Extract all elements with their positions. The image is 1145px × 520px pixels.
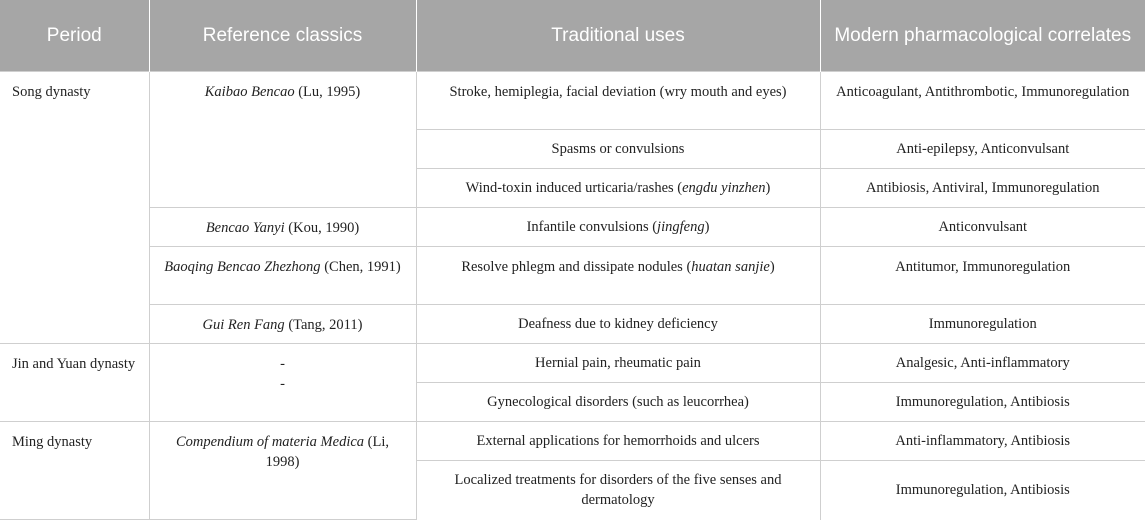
use-term: jingfeng [657, 219, 705, 235]
use-text: ) [765, 180, 771, 196]
traditional-use: Stroke, hemiplegia, facial deviation (wry mouth and eyes) [416, 72, 820, 130]
traditional-use: Deafness due to kidney deficiency [416, 305, 820, 344]
use-term: huatan sanjie [691, 259, 770, 275]
traditional-use [416, 247, 820, 305]
table-header [0, 0, 1145, 72]
ref-title: Bencao Yanyi [205, 220, 285, 236]
traditional-use: Hernial pain, rheumatic pain [416, 344, 820, 383]
ref-dash: - [280, 376, 285, 392]
ref-baoqing-bencao [149, 247, 416, 305]
ref-citation: (Li, 1998) [265, 434, 390, 470]
header-row [0, 0, 1145, 72]
ref-compendium [149, 422, 416, 520]
period-song: Song dynasty [0, 72, 149, 344]
table-row [0, 72, 1145, 130]
modern-correlate: Anticonvulsant [820, 208, 1145, 247]
modern-correlate: Antitumor, Immunoregulation [820, 247, 1145, 305]
period-ming: Ming dynasty [0, 422, 149, 520]
modern-correlate: Immunoregulation, Antibiosis [820, 383, 1145, 422]
header-modern-correlates: Modern pharmacological correlates [820, 0, 1145, 72]
use-text: ) [704, 219, 710, 235]
header-traditional-uses: Traditional uses [416, 0, 820, 72]
ref-citation: (Chen, 1991) [320, 259, 401, 275]
traditional-use: Localized treatments for disorders of the five senses and dermatology [416, 461, 820, 520]
ref-title: Kaibao Bencao [204, 84, 295, 100]
ref-title: Baoqing Bencao Zhezhong [164, 259, 321, 275]
ref-citation: (Lu, 1995) [294, 84, 361, 100]
modern-correlate: Anticoagulant, Antithrombotic, Immunoregulation [820, 72, 1145, 130]
use-text: Infantile convulsions ( [526, 219, 658, 235]
modern-correlate: Anti-inflammatory, Antibiosis [820, 422, 1145, 461]
ref-kaibao-bencao [149, 72, 416, 208]
ref-none [149, 344, 416, 422]
ref-citation: (Tang, 2011) [284, 317, 363, 333]
ref-bencao-yanyi [149, 208, 416, 247]
ref-gui-ren-fang [149, 305, 416, 344]
traditional-use: Spasms or convulsions [416, 130, 820, 169]
traditional-use [416, 208, 820, 247]
modern-correlate: Analgesic, Anti-inflammatory [820, 344, 1145, 383]
modern-correlate: Immunoregulation, Antibiosis [820, 461, 1145, 520]
use-text: Resolve phlegm and dissipate nodules ( [461, 259, 692, 275]
traditional-use: External applications for hemorrhoids and ulcers [416, 422, 820, 461]
ref-dash: - [280, 356, 285, 372]
table-row [0, 344, 1145, 383]
table-row [0, 208, 1145, 247]
table-body [0, 72, 1145, 520]
use-text: Wind-toxin induced urticaria/rashes ( [465, 180, 683, 196]
period-jin-yuan: Jin and Yuan dynasty [0, 344, 149, 422]
table-row [0, 247, 1145, 305]
table-row [0, 422, 1145, 461]
modern-correlate: Anti-epilepsy, Anticonvulsant [820, 130, 1145, 169]
table-row [0, 305, 1145, 344]
use-text: ) [769, 259, 775, 275]
ref-title: Gui Ren Fang [202, 317, 285, 333]
header-period: Period [0, 0, 149, 72]
modern-correlate: Immunoregulation [820, 305, 1145, 344]
ref-title: Compendium of materia Medica [175, 434, 365, 450]
traditional-use: Gynecological disorders (such as leucorrhea) [416, 383, 820, 422]
ref-citation: (Kou, 1990) [284, 220, 360, 236]
header-reference-classics: Reference classics [149, 0, 416, 72]
use-term: engdu yinzhen [682, 180, 766, 196]
modern-correlate: Antibiosis, Antiviral, Immunoregulation [820, 169, 1145, 208]
traditional-use [416, 169, 820, 208]
